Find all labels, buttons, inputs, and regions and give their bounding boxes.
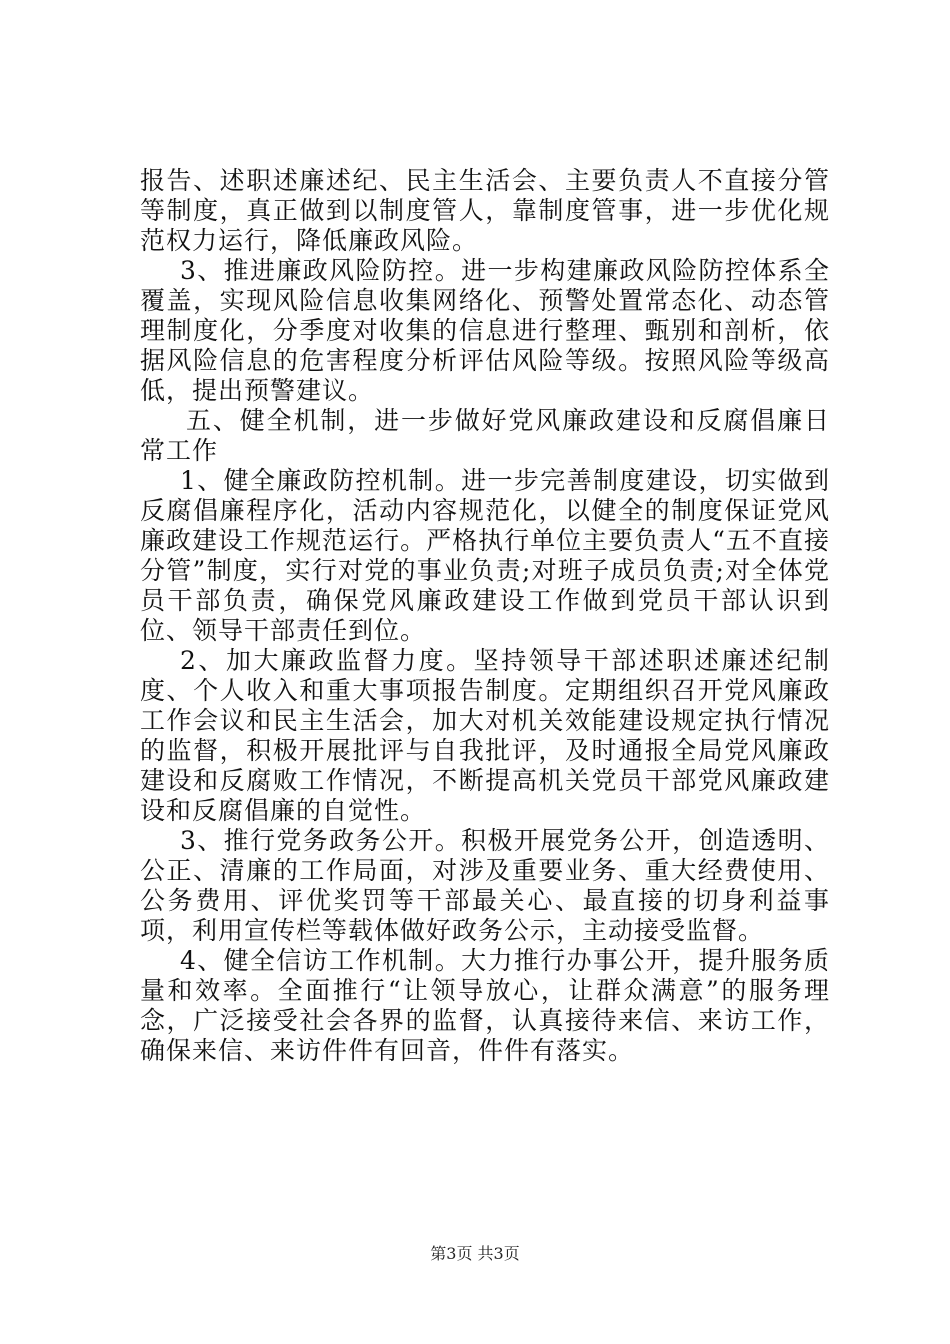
paragraph-item-1-mechanism: 1、健全廉政防控机制。进一步完善制度建设，切实做到反腐倡廉程序化，活动内容规范化，以健全的制度保证党风廉政建设工作规范运行。严格执行单位主要负责人“五不直接分管”制度，实行对党的事业负责;对班子成员负责;对全体党员干部负责，确保党风廉政建设工作做到党员干部认识到位、领导干部责任到位。 <box>140 466 830 645</box>
document-body <box>140 166 830 1066</box>
paragraph-item-4-petition: 4、健全信访工作机制。大力推行办事公开，提升服务质量和效率。全面推行“让领导放心，让群众满意”的服务理念，广泛接受社会各界的监督，认真接待来信、来访工作，确保来信、来访件件有回音，件件有落实。 <box>140 946 830 1065</box>
paragraph-continuation: 报告、述职述廉述纪、民主生活会、主要负责人不直接分管等制度，真正做到以制度管人，靠制度管事，进一步优化规范权力运行，降低廉政风险。 <box>140 166 830 255</box>
section-heading-five: 五、健全机制，进一步做好党风廉政建设和反腐倡廉日常工作 <box>140 406 830 465</box>
paragraph-item-2-supervision: 2、加大廉政监督力度。坚持领导干部述职述廉述纪制度、个人收入和重大事项报告制度。定期组织召开党风廉政工作会议和民主生活会，加大对机关效能建设规定执行情况的监督，积极开展批评与自我批评，及时通报全局党风廉政建设和反腐败工作情况，不断提高机关党员干部党风廉政建设和反腐倡廉的自觉性。 <box>140 646 830 825</box>
paragraph-item-3-risk-control: 3、推进廉政风险防控。进一步构建廉政风险防控体系全覆盖，实现风险信息收集网络化、预警处置常态化、动态管理制度化，分季度对收集的信息进行整理、甄别和剖析，依据风险信息的危害程度分析评估风险等级。按照风险等级高低，提出预警建议。 <box>140 256 830 405</box>
paragraph-item-3-disclosure: 3、推行党务政务公开。积极开展党务公开，创造透明、公正、清廉的工作局面，对涉及重要业务、重大经费使用、公务费用、评优奖罚等干部最关心、最直接的切身利益事项，利用宣传栏等载体做好政务公示，主动接受监督。 <box>140 826 830 945</box>
page-footer: 第3页 共3页 <box>430 1244 520 1263</box>
